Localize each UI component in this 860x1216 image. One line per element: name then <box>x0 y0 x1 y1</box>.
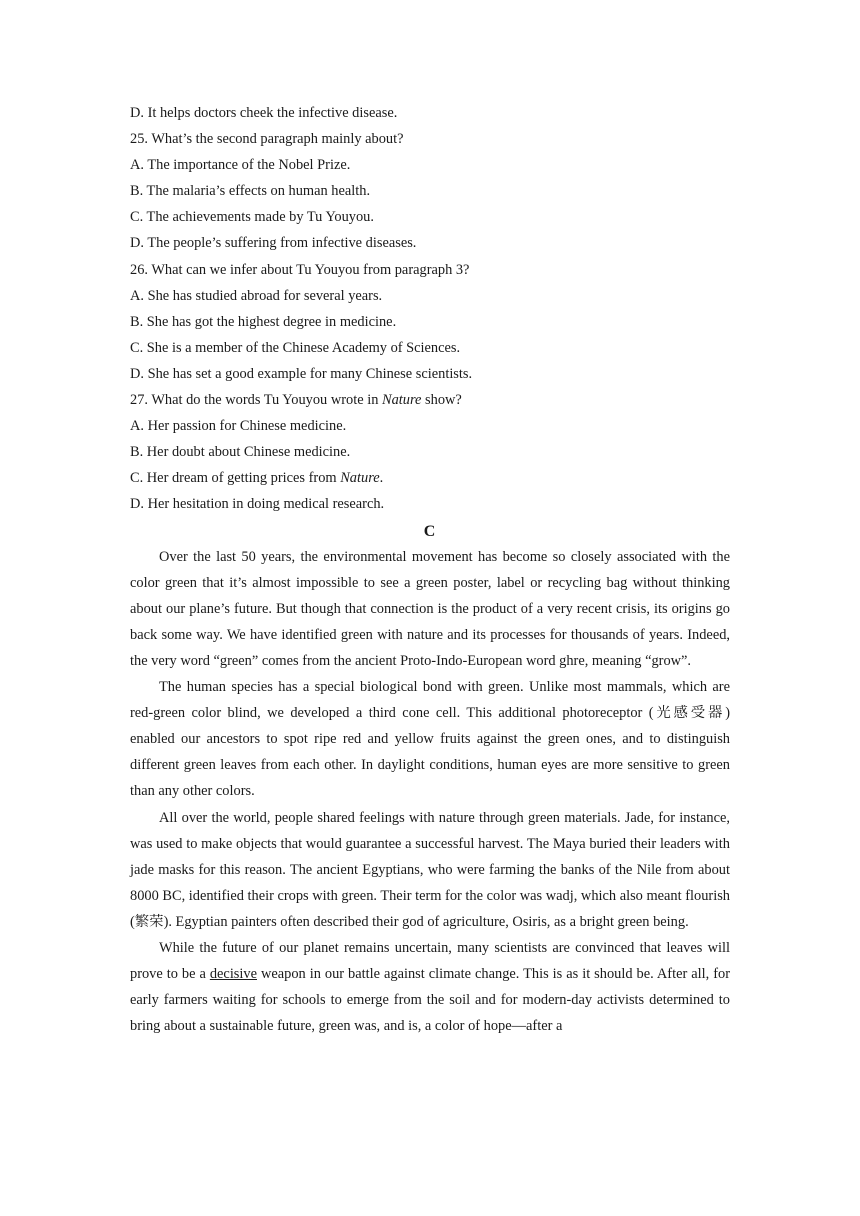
q25-stem: 25. What’s the second paragraph mainly about? <box>130 131 404 148</box>
q27-option-c-text: C. Her dream of getting prices from <box>130 470 341 487</box>
q27-stem <box>130 387 730 413</box>
q26-stem: 26. What can we infer about Tu Youyou from paragraph 3? <box>130 261 470 278</box>
q26-option-c: C. She is a member of the Chinese Academy of Sciences. <box>130 339 461 356</box>
q27-option-c-italic: Nature <box>340 470 380 487</box>
paragraph-4-text: While the future of our planet remains uncertain, many scientists are convinced that leaves will prove to be a <box>130 940 730 983</box>
q25-option-d: D. The people’s suffering from infective diseases. <box>130 235 417 252</box>
passage-paragraph-1: Over the last 50 years, the environmental movement has become so closely associated with the color green that it’s almost impossible to see a green poster, label or recycling bag without thinking about our plane’s future. But though that connection is the product of a very recent crisis, its origins go back some way. We have identified green with nature and its processes for thousands of years. Indeed, the very word “green” comes from the ancient Proto-Indo-European word ghre, meaning “grow”. <box>130 548 730 669</box>
q26-option-a: A. She has studied abroad for several years. <box>130 287 383 304</box>
passage-paragraph-4 <box>130 935 730 1039</box>
passage-paragraph-2: The human species has a special biological bond with green. Unlike most mammals, which are red-green color blind, we developed a third cone cell. This additional photoreceptor (光感受器) enabled our ancestors to spot ripe red and yellow fruits against the green ones, and to distinguish different green leaves from each other. In daylight conditions, human eyes are more sensitive to green than any other colors. <box>130 679 730 800</box>
q26-option-b: B. She has got the highest degree in medicine. <box>130 313 397 330</box>
page-content <box>130 100 730 1039</box>
q27-stem-italic: Nature <box>382 392 422 409</box>
underlined-word: decisive <box>209 966 257 983</box>
q27-option-c-end: . <box>379 470 384 487</box>
q25-option-b: B. The malaria’s effects on human health. <box>130 183 371 200</box>
q27-option-a: A. Her passion for Chinese medicine. <box>130 418 347 435</box>
q27-stem-text: 27. What do the words Tu Youyou wrote in <box>130 392 382 409</box>
passage-paragraph-3: All over the world, people shared feelings with nature through green materials. Jade, for instance, was used to make objects that would guarantee a successful harvest. The Maya buried their leaders with jade masks for this reason. The ancient Egyptians, who were farming the banks of the Nile from about 8000 BC, identified their crops with green. Their term for the color was wadj, which also meant flourish (繁荣). Egyptian painters often described their god of agriculture, Osiris, as a bright green being. <box>130 809 730 930</box>
q27-option-c <box>130 465 730 491</box>
paragraph-4-text-end: weapon in our battle against climate change. This is as it should be. After all, for early farmers waiting for schools to emerge from the soil and for modern-day activists determined to bring about a sustainable future, green was, and is, a color of hope—after a <box>130 966 730 1035</box>
q24-option-d: D. It helps doctors cheek the infective disease. <box>130 105 398 121</box>
q27-option-d: D. Her hesitation in doing medical research. <box>130 496 385 513</box>
q25-option-c: C. The achievements made by Tu Youyou. <box>130 209 374 226</box>
q27-stem-end: show? <box>421 392 462 409</box>
q25-option-a: A. The importance of the Nobel Prize. <box>130 157 351 174</box>
q26-option-d: D. She has set a good example for many Chinese scientists. <box>130 365 473 382</box>
section-heading: C <box>423 522 436 540</box>
q27-option-b: B. Her doubt about Chinese medicine. <box>130 444 351 461</box>
